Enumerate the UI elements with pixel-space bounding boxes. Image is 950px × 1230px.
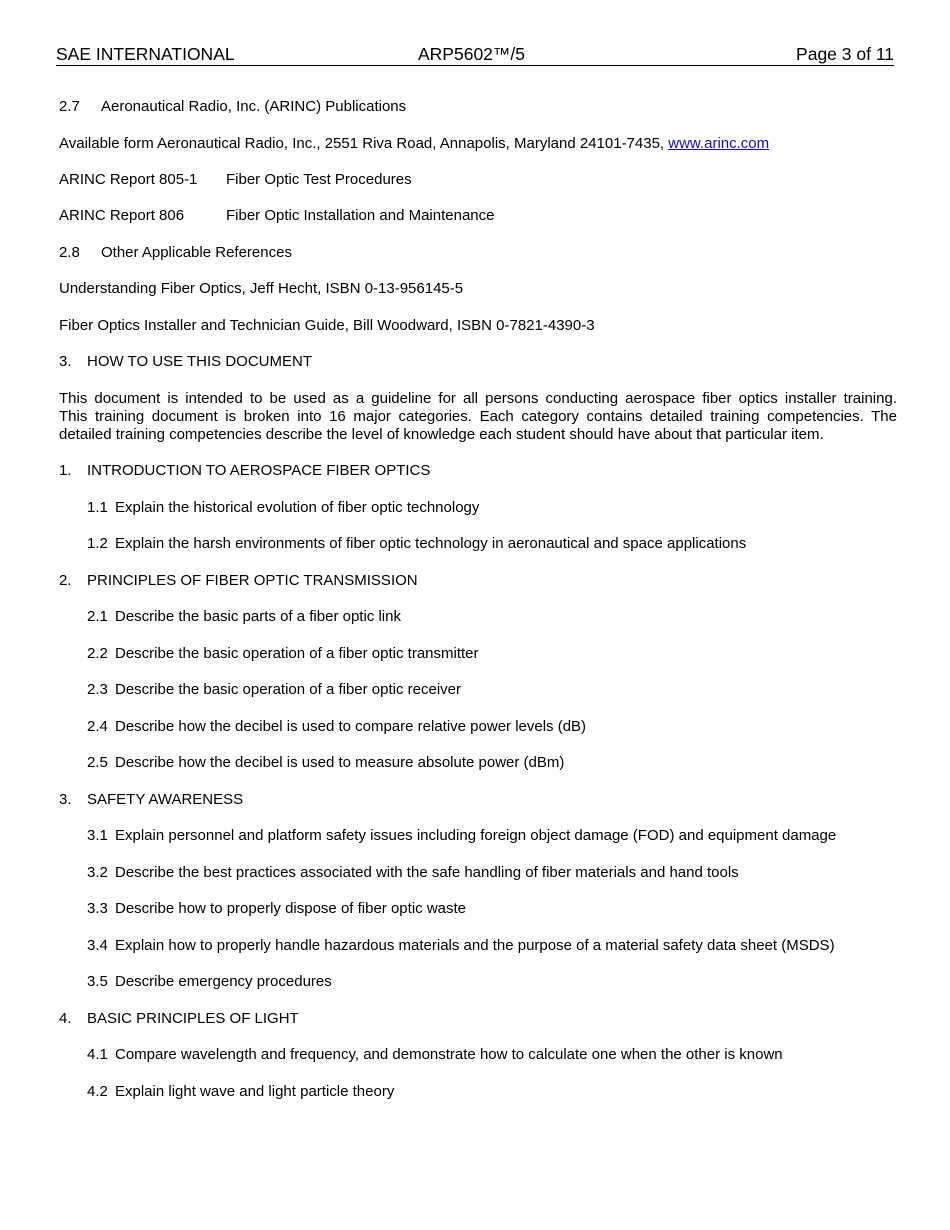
section-number: 2.8 [59, 244, 80, 261]
item-text: Explain the harsh environments of fiber optic technology in aeronautical and space applications [115, 535, 747, 552]
item-number: 2.4 [87, 718, 108, 735]
paragraph-line: This document is intended to be used as a guideline for all persons conducting aerospace fiber optics installer training. [59, 390, 897, 407]
header-document-number: ARP5602™/5 [418, 44, 526, 64]
item-number: 2.3 [87, 681, 108, 698]
item-text: Compare wavelength and frequency, and demonstrate how to calculate one when the other is known [115, 1046, 783, 1063]
item-text: Describe how to properly dispose of fiber optic waste [115, 900, 467, 917]
category-title: SAFETY AWARENESS [87, 791, 244, 808]
section-title: HOW TO USE THIS DOCUMENT [87, 353, 313, 370]
competency-item [87, 900, 466, 918]
competency-item [87, 718, 586, 736]
competency-item [87, 499, 479, 517]
item-text: Describe how the decibel is used to measure absolute power (dBm) [115, 754, 565, 771]
section-2-8-heading [59, 244, 292, 262]
reference-name: ARINC Report 805-1 [59, 171, 198, 188]
item-text: Describe emergency procedures [115, 973, 332, 990]
competency-item [87, 608, 401, 626]
item-number: 3.5 [87, 973, 108, 990]
section-number: 3. [59, 353, 72, 370]
item-text: Describe the best practices associated with the safe handling of fiber materials and hand tools [115, 864, 739, 881]
item-number: 1.1 [87, 499, 108, 516]
availability-text: Available form Aeronautical Radio, Inc., 2551 Riva Road, Annapolis, Maryland 24101-7435, [59, 135, 669, 152]
how-to-use-paragraph [59, 390, 897, 444]
page-header [56, 44, 894, 66]
other-reference: Understanding Fiber Optics, Jeff Hecht, ISBN 0-13-956145-5 [59, 280, 464, 297]
item-number: 3.2 [87, 864, 108, 881]
item-text: Describe the basic operation of a fiber optic receiver [115, 681, 462, 698]
reference-name: ARINC Report 806 [59, 207, 185, 224]
item-text: Explain light wave and light particle theory [115, 1083, 395, 1100]
item-number: 3.1 [87, 827, 108, 844]
item-number: 2.1 [87, 608, 108, 625]
arinc-link[interactable]: www.arinc.com [668, 135, 770, 152]
category-title: BASIC PRINCIPLES OF LIGHT [87, 1010, 299, 1027]
category-title: PRINCIPLES OF FIBER OPTIC TRANSMISSION [87, 572, 418, 589]
category-number: 1. [59, 462, 72, 479]
arinc-availability [59, 135, 769, 153]
item-text: Explain how to properly handle hazardous materials and the purpose of a material safety data sheet (MSDS) [115, 937, 835, 954]
item-number: 2.2 [87, 645, 108, 662]
category-title: INTRODUCTION TO AEROSPACE FIBER OPTICS [87, 462, 431, 479]
competency-item [87, 645, 479, 663]
item-number: 3.3 [87, 900, 108, 917]
section-2-7-heading [59, 98, 406, 116]
paragraph-line: detailed training competencies describe the level of knowledge each student should have about that particular item. [59, 426, 824, 443]
item-number: 2.5 [87, 754, 108, 771]
competency-item [87, 681, 461, 699]
reference-row [59, 171, 412, 189]
item-number: 4.1 [87, 1046, 108, 1063]
item-text: Explain the historical evolution of fiber optic technology [115, 499, 480, 516]
item-number: 4.2 [87, 1083, 108, 1100]
reference-title: Fiber Optic Test Procedures [226, 171, 412, 188]
competency-item [87, 535, 746, 553]
item-text: Explain personnel and platform safety issues including foreign object damage (FOD) and equipment damage [115, 827, 837, 844]
other-reference: Fiber Optics Installer and Technician Guide, Bill Woodward, ISBN 0-7821-4390-3 [59, 317, 595, 334]
category-number: 3. [59, 791, 72, 808]
competency-item [87, 973, 332, 991]
header-page-number: Page 3 of 11 [796, 44, 894, 64]
category-number: 4. [59, 1010, 72, 1027]
reference-row [59, 207, 494, 225]
competency-item [87, 937, 835, 955]
competency-item [87, 864, 739, 882]
header-organization: SAE INTERNATIONAL [56, 44, 235, 64]
item-number: 1.2 [87, 535, 108, 552]
section-3-heading [59, 353, 312, 371]
category-heading [59, 791, 243, 809]
item-number: 3.4 [87, 937, 108, 954]
category-number: 2. [59, 572, 72, 589]
competency-item [87, 1046, 783, 1064]
category-heading [59, 462, 430, 480]
competency-item [87, 754, 564, 772]
item-text: Describe the basic parts of a fiber optic link [115, 608, 401, 625]
category-heading [59, 572, 418, 590]
competency-item [87, 1083, 394, 1101]
section-number: 2.7 [59, 98, 80, 115]
competency-item [87, 827, 836, 845]
section-title: Aeronautical Radio, Inc. (ARINC) Publications [101, 98, 407, 115]
paragraph-line: This training document is broken into 16 major categories. Each category contains detailed training competencies. The [59, 408, 897, 425]
item-text: Describe how the decibel is used to compare relative power levels (dB) [115, 718, 587, 735]
reference-title: Fiber Optic Installation and Maintenance [226, 207, 495, 224]
section-title: Other Applicable References [101, 244, 292, 261]
category-heading [59, 1010, 299, 1028]
item-text: Describe the basic operation of a fiber optic transmitter [115, 645, 479, 662]
